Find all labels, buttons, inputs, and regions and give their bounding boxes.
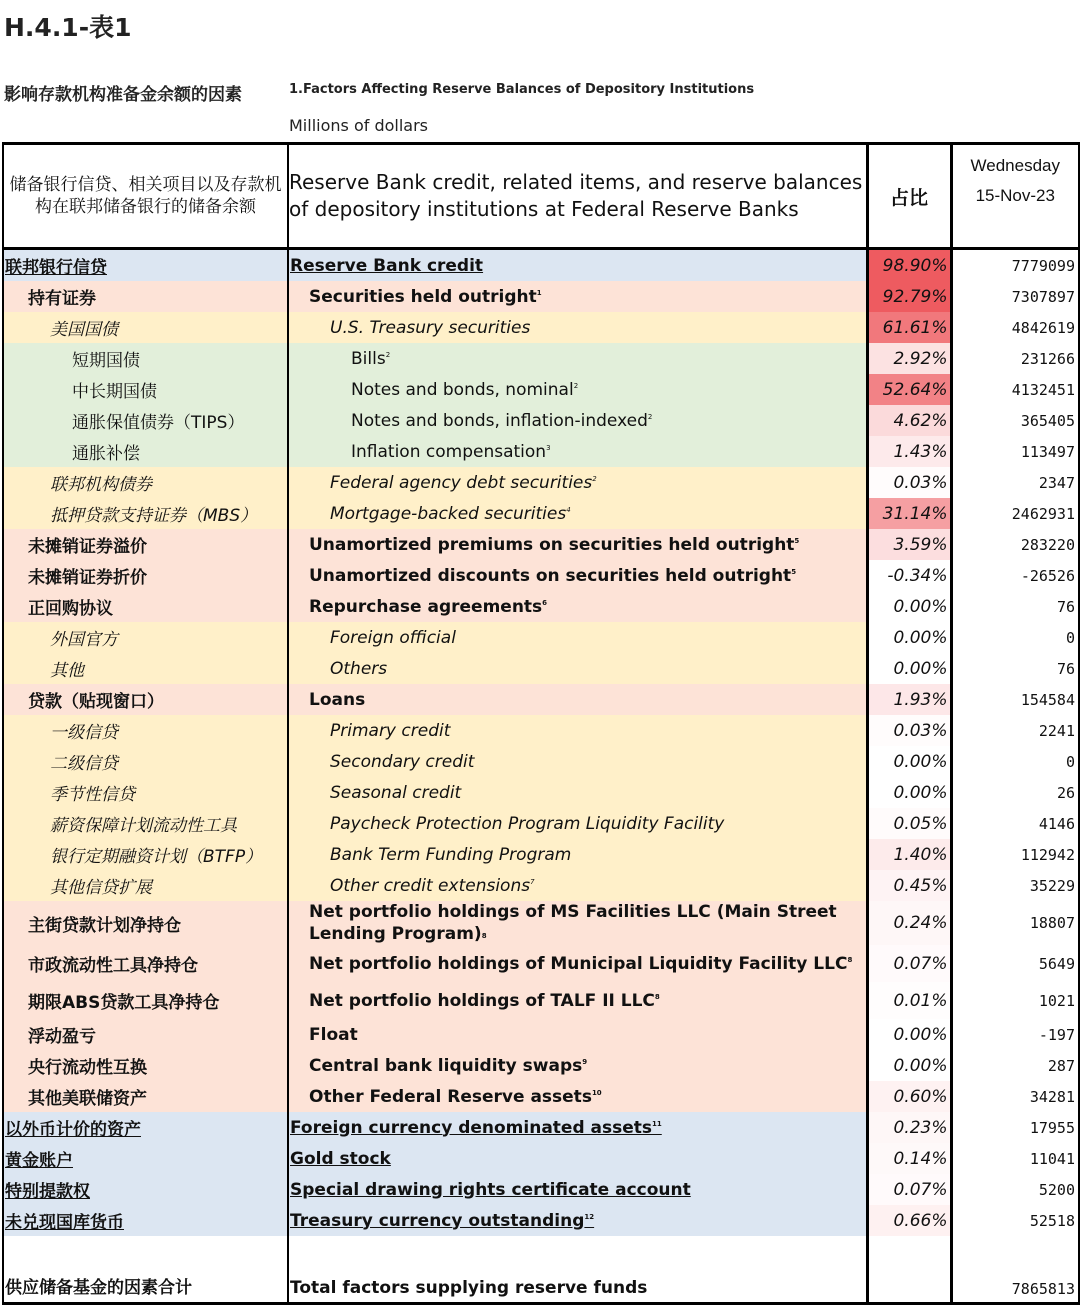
row-share: 0.00%	[867, 591, 951, 622]
table-row	[3, 1205, 1079, 1236]
row-label-english-text: Bank Term Funding Program	[330, 844, 572, 865]
row-label-english	[288, 901, 867, 945]
row-label-chinese: 贷款（贴现窗口）	[3, 684, 288, 715]
row-value: -197	[951, 1019, 1079, 1050]
row-label-chinese: 持有证券	[3, 281, 288, 312]
table-row	[3, 746, 1079, 777]
table-row	[3, 1050, 1079, 1081]
row-label-chinese: 一级信贷	[3, 715, 288, 746]
row-label-chinese: 未摊销证券溢价	[3, 529, 288, 560]
row-label-chinese: 抵押贷款支持证券（MBS）	[3, 498, 288, 529]
row-share: -0.34%	[867, 560, 951, 591]
page-title: H.4.1-表1	[4, 13, 132, 42]
table-row	[3, 1112, 1079, 1143]
row-label-english	[288, 982, 867, 1019]
table-row	[3, 808, 1079, 839]
table-row	[3, 870, 1079, 901]
row-label-chinese: 黄金账户	[3, 1143, 288, 1174]
table-row	[3, 1019, 1079, 1050]
row-label-chinese: 薪资保障计划流动性工具	[3, 808, 288, 839]
header-date-value: 15-Nov-23	[975, 186, 1055, 205]
row-share: 4.62%	[867, 405, 951, 436]
row-label-english-text: Secondary credit	[330, 751, 475, 772]
row-share: 31.14%	[867, 498, 951, 529]
row-value: 35229	[951, 870, 1079, 901]
table-row	[3, 839, 1079, 870]
row-share: 0.00%	[867, 777, 951, 808]
row-value: 18807	[951, 901, 1079, 945]
row-label-chinese: 外国官方	[3, 622, 288, 653]
row-share: 98.90%	[867, 249, 951, 282]
table-row	[3, 777, 1079, 808]
row-share: 0.00%	[867, 746, 951, 777]
table-row	[3, 591, 1079, 622]
row-label-english-text: Repurchase agreements	[309, 596, 543, 617]
row-label-english	[288, 1143, 867, 1174]
row-value: 11041	[951, 1143, 1079, 1174]
row-value: 5649	[951, 945, 1079, 982]
row-share: 92.79%	[867, 281, 951, 312]
row-label-english	[288, 467, 867, 498]
row-label-english-text: Float	[309, 1024, 358, 1045]
header-weekday: Wednesday	[970, 156, 1060, 175]
table-row	[3, 281, 1079, 312]
header-english: Reserve Bank credit, related items, and reserve balances of depository institutions at Federal Reserve Banks	[288, 144, 867, 249]
row-label-english-text: Foreign official	[330, 627, 456, 648]
table-row	[3, 715, 1079, 746]
row-share: 0.60%	[867, 1081, 951, 1112]
table-row	[3, 343, 1079, 374]
row-label-english-text: Securities held outright	[309, 286, 537, 307]
row-label-english-text: Net portfolio holdings of Municipal Liquidity Facility LLC	[309, 953, 848, 974]
row-share: 1.43%	[867, 436, 951, 467]
footnote-marker: 8	[481, 932, 487, 940]
row-label-chinese: 特别提款权	[3, 1174, 288, 1205]
row-label-english	[288, 622, 867, 653]
row-label-chinese: 通胀补偿	[3, 436, 288, 467]
row-label-english	[288, 498, 867, 529]
row-label-english-text: Inflation compensation	[351, 441, 547, 462]
row-label-english	[288, 529, 867, 560]
row-label-chinese: 其他美联储资产	[3, 1081, 288, 1112]
row-value: 4132451	[951, 374, 1079, 405]
row-value: 52518	[951, 1205, 1079, 1236]
footnote-marker: 7	[530, 877, 535, 886]
row-label-english	[288, 1081, 867, 1112]
row-label-english-text: Reserve Bank credit	[290, 255, 484, 276]
row-label-chinese: 未兑现国库货币	[3, 1205, 288, 1236]
row-label-english	[288, 1112, 867, 1143]
row-share: 52.64%	[867, 374, 951, 405]
header-date	[951, 144, 1079, 249]
row-label-english-text: Other Federal Reserve assets	[309, 1086, 592, 1107]
row-label-chinese: 季节性信贷	[3, 777, 288, 808]
row-label-english	[288, 808, 867, 839]
row-value: 0	[951, 622, 1079, 653]
factors-table-body	[3, 144, 1079, 1304]
subtitle-chinese: 影响存款机构准备金余额的因素	[4, 85, 242, 105]
row-label-chinese: 短期国债	[3, 343, 288, 374]
row-label-english-text: Unamortized premiums on securities held outright	[309, 534, 795, 555]
row-share: 1.40%	[867, 839, 951, 870]
row-label-english-text: Mortgage-backed securities	[330, 503, 567, 524]
footnote-marker: 8	[654, 992, 660, 1001]
row-value: 2241	[951, 715, 1079, 746]
table-row	[3, 405, 1079, 436]
total-value: 7865813	[951, 1236, 1079, 1304]
row-label-chinese: 其他	[3, 653, 288, 684]
table-row	[3, 945, 1079, 982]
row-share: 0.03%	[867, 467, 951, 498]
row-value: 287	[951, 1050, 1079, 1081]
row-label-english-text: Gold stock	[290, 1148, 391, 1169]
table-row	[3, 982, 1079, 1019]
row-share: 0.00%	[867, 653, 951, 684]
row-share: 2.92%	[867, 343, 951, 374]
row-label-chinese: 央行流动性互换	[3, 1050, 288, 1081]
row-label-english-text: Central bank liquidity swaps	[309, 1055, 583, 1076]
row-label-english	[288, 1050, 867, 1081]
units-label: Millions of dollars	[289, 116, 428, 135]
row-value: 154584	[951, 684, 1079, 715]
row-label-english-text: Other credit extensions	[330, 875, 531, 896]
row-share: 0.07%	[867, 945, 951, 982]
row-label-chinese: 以外币计价的资产	[3, 1112, 288, 1143]
row-value: 1021	[951, 982, 1079, 1019]
row-label-english	[288, 249, 867, 282]
row-label-english-text: Special drawing rights certificate account	[290, 1179, 691, 1200]
row-label-english	[288, 374, 867, 405]
row-label-chinese: 美国国债	[3, 312, 288, 343]
footnote-marker: 1	[536, 288, 542, 297]
row-value: 26	[951, 777, 1079, 808]
row-value: 34281	[951, 1081, 1079, 1112]
footnote-marker: 2	[573, 381, 579, 390]
row-label-english	[288, 405, 867, 436]
footnote-marker: 12	[584, 1212, 595, 1221]
row-share: 3.59%	[867, 529, 951, 560]
footnote-marker: 8	[847, 955, 853, 964]
row-share: 0.01%	[867, 982, 951, 1019]
row-label-english	[288, 312, 867, 343]
table-row	[3, 901, 1079, 945]
row-value: 365405	[951, 405, 1079, 436]
row-label-english-text: Others	[330, 658, 388, 679]
footnote-marker: 5	[794, 536, 800, 545]
header-share: 占比	[867, 144, 951, 249]
row-share: 0.05%	[867, 808, 951, 839]
row-share: 0.66%	[867, 1205, 951, 1236]
row-share: 0.03%	[867, 715, 951, 746]
row-label-chinese: 未摊销证券折价	[3, 560, 288, 591]
row-label-english	[288, 746, 867, 777]
table-row	[3, 1081, 1079, 1112]
row-label-chinese: 其他信贷扩展	[3, 870, 288, 901]
row-label-english-text: Net portfolio holdings of TALF II LLC	[309, 990, 655, 1011]
footnote-marker: 10	[591, 1088, 602, 1097]
factors-table	[2, 142, 1080, 1305]
row-value: 113497	[951, 436, 1079, 467]
row-label-english	[288, 839, 867, 870]
footnote-marker: 3	[546, 443, 551, 452]
row-label-english-text: Net portfolio holdings of MS Facilities LLC (Main Street Lending Program)	[309, 902, 837, 944]
row-value: 7307897	[951, 281, 1079, 312]
row-label-english-text: Loans	[309, 689, 366, 710]
row-label-chinese: 期限ABS贷款工具净持仓	[3, 982, 288, 1019]
row-label-chinese: 二级信贷	[3, 746, 288, 777]
table-row	[3, 1143, 1079, 1174]
footnote-marker: 2	[592, 474, 597, 483]
footnote-marker: 4	[566, 505, 571, 514]
row-share: 0.07%	[867, 1174, 951, 1205]
row-label-english-text: Notes and bonds, inflation-indexed	[351, 410, 648, 431]
row-share: 0.45%	[867, 870, 951, 901]
row-label-chinese: 银行定期融资计划（BTFP）	[3, 839, 288, 870]
row-share: 0.14%	[867, 1143, 951, 1174]
row-label-english	[288, 560, 867, 591]
row-value: 5200	[951, 1174, 1079, 1205]
footnote-marker: 2	[647, 412, 653, 421]
row-share: 0.00%	[867, 1019, 951, 1050]
row-label-english-text: Unamortized discounts on securities held outright	[309, 565, 792, 586]
table-row	[3, 653, 1079, 684]
row-label-english-text: Foreign currency denominated assets	[290, 1117, 653, 1138]
row-value: -26526	[951, 560, 1079, 591]
table-row	[3, 249, 1079, 282]
table-row	[3, 684, 1079, 715]
row-label-english-text: Treasury currency outstanding	[290, 1210, 585, 1231]
row-label-english	[288, 715, 867, 746]
row-value: 4842619	[951, 312, 1079, 343]
row-label-chinese: 市政流动性工具净持仓	[3, 945, 288, 982]
table-row	[3, 622, 1079, 653]
row-label-english	[288, 281, 867, 312]
row-label-english	[288, 1205, 867, 1236]
row-label-chinese: 联邦机构债券	[3, 467, 288, 498]
total-label-english: Total factors supplying reserve funds	[288, 1236, 867, 1304]
row-value: 231266	[951, 343, 1079, 374]
table-row	[3, 529, 1079, 560]
row-label-english-text: U.S. Treasury securities	[330, 317, 531, 338]
table-row	[3, 436, 1079, 467]
footnote-marker: 6	[542, 598, 548, 607]
row-label-chinese: 主街贷款计划净持仓	[3, 901, 288, 945]
total-row	[3, 1236, 1079, 1304]
row-label-english	[288, 591, 867, 622]
row-value: 76	[951, 653, 1079, 684]
row-share: 0.00%	[867, 1050, 951, 1081]
row-value: 283220	[951, 529, 1079, 560]
row-share: 0.00%	[867, 622, 951, 653]
table-row	[3, 467, 1079, 498]
table-row	[3, 1174, 1079, 1205]
row-value: 112942	[951, 839, 1079, 870]
row-label-english-text: Primary credit	[330, 720, 451, 741]
table-row	[3, 498, 1079, 529]
row-label-english	[288, 343, 867, 374]
header-chinese: 储备银行信贷、相关项目以及存款机构在联邦储备银行的储备余额	[3, 144, 288, 249]
row-label-english	[288, 1174, 867, 1205]
row-label-english	[288, 436, 867, 467]
total-share	[867, 1236, 951, 1304]
row-value: 4146	[951, 808, 1079, 839]
table-row	[3, 374, 1079, 405]
table-row	[3, 312, 1079, 343]
footnote-marker: 5	[791, 567, 797, 576]
row-label-english	[288, 684, 867, 715]
row-label-english-text: Federal agency debt securities	[330, 472, 593, 493]
row-value: 2347	[951, 467, 1079, 498]
subtitle-english: 1.Factors Affecting Reserve Balances of Depository Institutions	[289, 82, 755, 97]
row-label-english	[288, 653, 867, 684]
row-label-chinese: 通胀保值债券（TIPS）	[3, 405, 288, 436]
row-share: 0.23%	[867, 1112, 951, 1143]
table-row	[3, 560, 1079, 591]
row-value: 17955	[951, 1112, 1079, 1143]
row-label-chinese: 中长期国债	[3, 374, 288, 405]
row-label-english	[288, 870, 867, 901]
row-value: 2462931	[951, 498, 1079, 529]
footnote-marker: 11	[652, 1119, 662, 1128]
row-label-english-text: Seasonal credit	[330, 782, 462, 803]
row-share: 0.24%	[867, 901, 951, 945]
footnote-marker: 9	[582, 1057, 588, 1066]
row-label-chinese: 浮动盈亏	[3, 1019, 288, 1050]
row-label-english-text: Paycheck Protection Program Liquidity Facility	[330, 813, 725, 834]
row-value: 76	[951, 591, 1079, 622]
table-header-row	[3, 144, 1079, 249]
row-label-english-text: Notes and bonds, nominal	[351, 379, 574, 400]
row-label-english	[288, 777, 867, 808]
row-share: 1.93%	[867, 684, 951, 715]
footnote-marker: 2	[385, 350, 391, 359]
row-label-english	[288, 1019, 867, 1050]
row-value: 0	[951, 746, 1079, 777]
row-value: 7779099	[951, 249, 1079, 282]
row-label-english	[288, 945, 867, 982]
row-label-chinese: 正回购协议	[3, 591, 288, 622]
row-label-english-text: Bills	[351, 348, 386, 369]
row-share: 61.61%	[867, 312, 951, 343]
total-label-chinese: 供应储备基金的因素合计	[3, 1236, 288, 1304]
row-label-chinese: 联邦银行信贷	[3, 249, 288, 282]
